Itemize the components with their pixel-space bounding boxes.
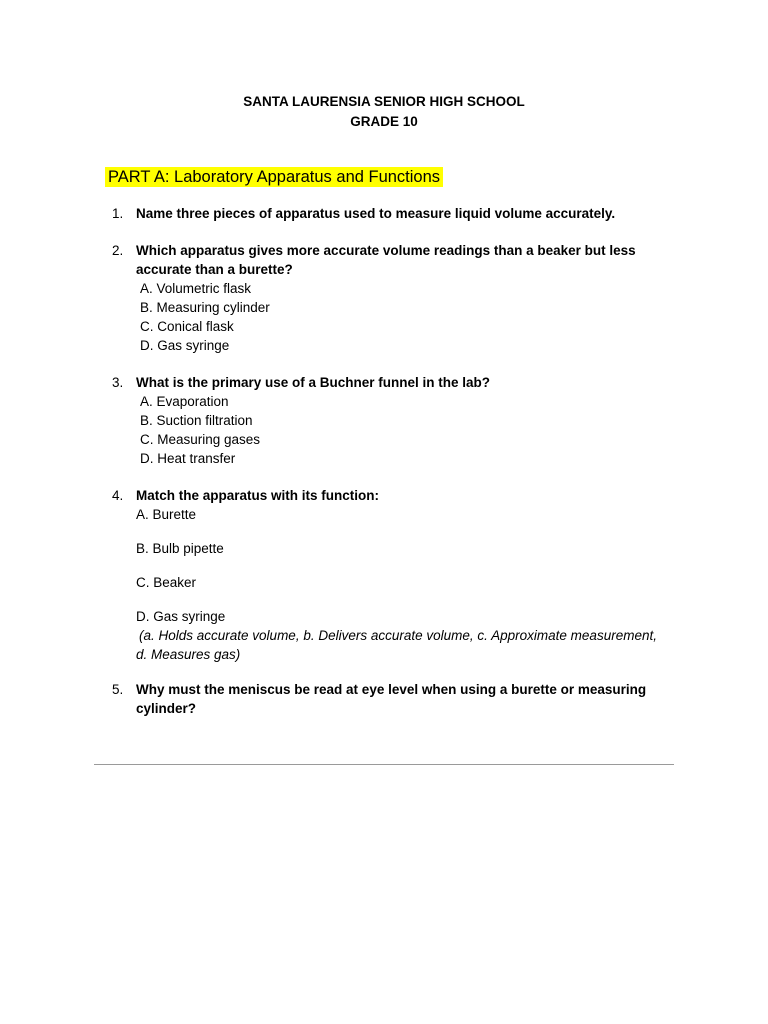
question-number: 1. bbox=[112, 206, 124, 221]
question-text: What is the primary use of a Buchner funnel in the lab? bbox=[136, 375, 491, 390]
match-item: C. Beaker bbox=[136, 575, 197, 590]
question-text: Match the apparatus with its function: bbox=[136, 488, 380, 503]
match-item: A. Burette bbox=[136, 507, 197, 522]
function-key-line: (a. Holds accurate volume, b. Delivers accurate volume, c. Approximate measurement, bbox=[139, 628, 657, 643]
grade-level: GRADE 10 bbox=[350, 114, 418, 129]
question-3 bbox=[112, 373, 682, 468]
answer-option: A. Volumetric flask bbox=[140, 281, 252, 296]
function-key bbox=[136, 626, 682, 664]
part-title: PART A: Laboratory Apparatus and Functions bbox=[105, 167, 443, 187]
answer-option: B. Measuring cylinder bbox=[140, 300, 270, 315]
answer-option: A. Evaporation bbox=[140, 394, 229, 409]
question-text: cylinder? bbox=[136, 701, 197, 716]
answer-option: C. Conical flask bbox=[140, 319, 234, 334]
question-text: Name three pieces of apparatus used to measure liquid volume accurately. bbox=[136, 206, 616, 221]
question-number: 5. bbox=[112, 682, 124, 697]
answer-option: D. Gas syringe bbox=[140, 338, 230, 353]
answer-option: B. Suction filtration bbox=[140, 413, 253, 428]
match-item: D. Gas syringe bbox=[136, 609, 226, 624]
question-4 bbox=[112, 486, 682, 664]
question-number: 3. bbox=[112, 375, 124, 390]
function-key-line: d. Measures gas) bbox=[136, 647, 241, 662]
question-text: accurate than a burette? bbox=[136, 262, 293, 277]
school-name: SANTA LAURENSIA SENIOR HIGH SCHOOL bbox=[243, 94, 525, 109]
question-2 bbox=[112, 241, 682, 355]
question-text: Why must the meniscus be read at eye level when using a burette or measuring bbox=[136, 682, 647, 697]
question-number: 4. bbox=[112, 488, 124, 503]
question-5 bbox=[112, 680, 682, 718]
match-item: B. Bulb pipette bbox=[136, 541, 224, 556]
question-number: 2. bbox=[112, 243, 124, 258]
answer-option: C. Measuring gases bbox=[140, 432, 261, 447]
horizontal-rule bbox=[94, 764, 674, 765]
part-heading bbox=[105, 166, 443, 188]
question-text: Which apparatus gives more accurate volume readings than a beaker but less bbox=[136, 243, 636, 258]
answer-option: D. Heat transfer bbox=[140, 451, 236, 466]
question-1 bbox=[112, 204, 682, 223]
